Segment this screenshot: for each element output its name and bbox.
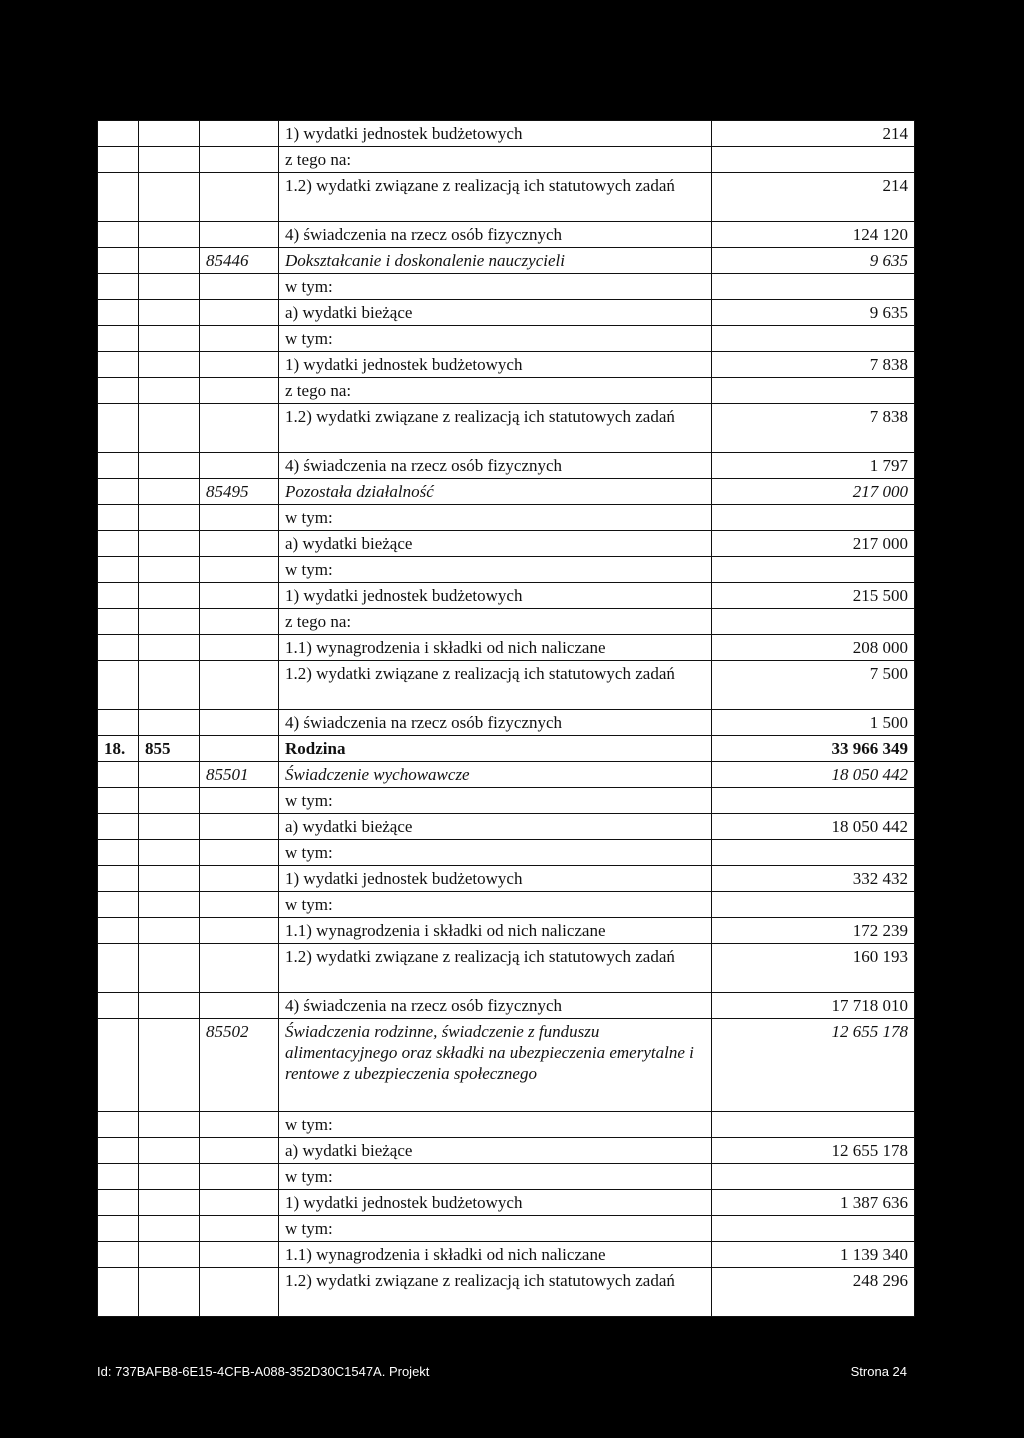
description-cell: a) wydatki bieżące — [279, 1138, 712, 1164]
dzial-cell — [139, 583, 200, 609]
dzial-cell — [139, 866, 200, 892]
amount-cell: 332 432 — [712, 866, 915, 892]
lp-cell — [98, 505, 139, 531]
table-row — [98, 326, 915, 352]
rozdzial-cell — [200, 222, 279, 248]
lp-cell — [98, 1268, 139, 1317]
lp-cell — [98, 173, 139, 222]
table-row — [98, 1164, 915, 1190]
rozdzial-cell — [200, 788, 279, 814]
dzial-cell — [139, 557, 200, 583]
rozdzial-cell: 85502 — [200, 1019, 279, 1112]
dzial-cell — [139, 1138, 200, 1164]
rozdzial-cell — [200, 147, 279, 173]
rozdzial-cell — [200, 609, 279, 635]
amount-cell — [712, 788, 915, 814]
description-cell: z tego na: — [279, 378, 712, 404]
dzial-cell — [139, 661, 200, 710]
rozdzial-cell — [200, 300, 279, 326]
description-cell: Dokształcanie i doskonalenie nauczycieli — [279, 248, 712, 274]
description-cell: Rodzina — [279, 736, 712, 762]
rozdzial-cell — [200, 274, 279, 300]
table-row — [98, 352, 915, 378]
description-cell: 1.2) wydatki związane z realizacją ich statutowych zadań — [279, 661, 712, 710]
rozdzial-row — [98, 248, 915, 274]
amount-cell: 1 500 — [712, 710, 915, 736]
amount-cell — [712, 1112, 915, 1138]
lp-cell — [98, 1190, 139, 1216]
rozdzial-row — [98, 762, 915, 788]
dzial-cell — [139, 404, 200, 453]
description-cell: 1) wydatki jednostek budżetowych — [279, 583, 712, 609]
description-cell: 1.2) wydatki związane z realizacją ich statutowych zadań — [279, 1268, 712, 1317]
amount-cell: 208 000 — [712, 635, 915, 661]
lp-cell — [98, 531, 139, 557]
dzial-cell — [139, 121, 200, 147]
lp-cell — [98, 1242, 139, 1268]
rozdzial-cell — [200, 404, 279, 453]
amount-cell — [712, 840, 915, 866]
dzial-row — [98, 736, 915, 762]
description-cell: Pozostała działalność — [279, 479, 712, 505]
table-row — [98, 1112, 915, 1138]
dzial-cell — [139, 1164, 200, 1190]
amount-cell — [712, 609, 915, 635]
lp-cell — [98, 1138, 139, 1164]
description-cell: a) wydatki bieżące — [279, 300, 712, 326]
rozdzial-cell — [200, 505, 279, 531]
lp-cell — [98, 583, 139, 609]
table-row — [98, 840, 915, 866]
description-cell: w tym: — [279, 1216, 712, 1242]
description-cell: 1) wydatki jednostek budżetowych — [279, 1190, 712, 1216]
amount-cell: 17 718 010 — [712, 993, 915, 1019]
table-row — [98, 1190, 915, 1216]
lp-cell — [98, 840, 139, 866]
lp-cell — [98, 147, 139, 173]
description-cell: 1.2) wydatki związane z realizacją ich statutowych zadań — [279, 173, 712, 222]
description-cell: w tym: — [279, 326, 712, 352]
description-cell: 4) świadczenia na rzecz osób fizycznych — [279, 222, 712, 248]
dzial-cell — [139, 762, 200, 788]
document-id: Id: 737BAFB8-6E15-4CFB-A088-352D30C1547A. Projekt — [97, 1364, 430, 1379]
lp-cell — [98, 661, 139, 710]
amount-cell: 217 000 — [712, 531, 915, 557]
lp-cell — [98, 892, 139, 918]
description-cell: w tym: — [279, 892, 712, 918]
amount-cell — [712, 147, 915, 173]
dzial-cell — [139, 173, 200, 222]
amount-cell: 9 635 — [712, 248, 915, 274]
amount-cell — [712, 326, 915, 352]
lp-cell — [98, 1112, 139, 1138]
dzial-cell — [139, 378, 200, 404]
table-row — [98, 1242, 915, 1268]
lp-cell — [98, 814, 139, 840]
rozdzial-cell — [200, 583, 279, 609]
amount-cell: 248 296 — [712, 1268, 915, 1317]
rozdzial-cell — [200, 944, 279, 993]
rozdzial-cell — [200, 661, 279, 710]
description-cell: w tym: — [279, 557, 712, 583]
lp-cell — [98, 710, 139, 736]
lp-cell — [98, 635, 139, 661]
rozdzial-cell — [200, 1268, 279, 1317]
table-row — [98, 609, 915, 635]
amount-cell: 172 239 — [712, 918, 915, 944]
dzial-cell: 855 — [139, 736, 200, 762]
amount-cell: 217 000 — [712, 479, 915, 505]
rozdzial-cell — [200, 635, 279, 661]
amount-cell: 18 050 442 — [712, 814, 915, 840]
table-row — [98, 710, 915, 736]
table-row — [98, 147, 915, 173]
description-cell: w tym: — [279, 505, 712, 531]
dzial-cell — [139, 531, 200, 557]
table-row — [98, 583, 915, 609]
table-row — [98, 661, 915, 710]
table-row — [98, 274, 915, 300]
amount-cell: 9 635 — [712, 300, 915, 326]
table-row — [98, 173, 915, 222]
table-row — [98, 378, 915, 404]
amount-cell: 7 838 — [712, 404, 915, 453]
lp-cell — [98, 352, 139, 378]
description-cell: w tym: — [279, 788, 712, 814]
amount-cell: 214 — [712, 173, 915, 222]
rozdzial-cell: 85495 — [200, 479, 279, 505]
rozdzial-cell — [200, 326, 279, 352]
amount-cell: 124 120 — [712, 222, 915, 248]
dzial-cell — [139, 505, 200, 531]
lp-cell — [98, 479, 139, 505]
lp-cell — [98, 1164, 139, 1190]
lp-cell — [98, 248, 139, 274]
lp-cell — [98, 609, 139, 635]
table-row — [98, 866, 915, 892]
rozdzial-cell — [200, 814, 279, 840]
dzial-cell — [139, 479, 200, 505]
rozdzial-cell — [200, 531, 279, 557]
dzial-cell — [139, 944, 200, 993]
dzial-cell — [139, 1216, 200, 1242]
rozdzial-cell: 85446 — [200, 248, 279, 274]
table-row — [98, 222, 915, 248]
rozdzial-cell — [200, 736, 279, 762]
lp-cell — [98, 453, 139, 479]
lp-cell — [98, 274, 139, 300]
amount-cell: 160 193 — [712, 944, 915, 993]
amount-cell: 12 655 178 — [712, 1138, 915, 1164]
rozdzial-cell — [200, 1242, 279, 1268]
rozdzial-cell — [200, 993, 279, 1019]
lp-cell: 18. — [98, 736, 139, 762]
amount-cell — [712, 557, 915, 583]
dzial-cell — [139, 814, 200, 840]
description-cell: 1.2) wydatki związane z realizacją ich statutowych zadań — [279, 944, 712, 993]
amount-cell — [712, 274, 915, 300]
lp-cell — [98, 1216, 139, 1242]
dzial-cell — [139, 918, 200, 944]
amount-cell: 215 500 — [712, 583, 915, 609]
rozdzial-cell: 85501 — [200, 762, 279, 788]
dzial-cell — [139, 788, 200, 814]
amount-cell: 12 655 178 — [712, 1019, 915, 1112]
dzial-cell — [139, 609, 200, 635]
description-cell: w tym: — [279, 1164, 712, 1190]
table-row — [98, 404, 915, 453]
description-cell: Świadczenia rodzinne, świadczenie z funduszu alimentacyjnego oraz składki na ubezpieczenia emerytalne i rentowe z ubezpieczenia społecznego — [279, 1019, 712, 1112]
amount-cell: 7 838 — [712, 352, 915, 378]
rozdzial-cell — [200, 378, 279, 404]
description-cell: w tym: — [279, 840, 712, 866]
dzial-cell — [139, 300, 200, 326]
dzial-cell — [139, 274, 200, 300]
amount-cell — [712, 378, 915, 404]
lp-cell — [98, 404, 139, 453]
dzial-cell — [139, 248, 200, 274]
amount-cell: 1 797 — [712, 453, 915, 479]
lp-cell — [98, 944, 139, 993]
dzial-cell — [139, 453, 200, 479]
page-number: Strona 24 — [850, 1364, 907, 1379]
amount-cell: 33 966 349 — [712, 736, 915, 762]
budget-table-body — [98, 121, 915, 1317]
table-row — [98, 1138, 915, 1164]
description-cell: 4) świadczenia na rzecz osób fizycznych — [279, 453, 712, 479]
table-row — [98, 531, 915, 557]
dzial-cell — [139, 993, 200, 1019]
description-cell: 1.1) wynagrodzenia i składki od nich naliczane — [279, 1242, 712, 1268]
amount-cell — [712, 1164, 915, 1190]
rozdzial-cell — [200, 1164, 279, 1190]
lp-cell — [98, 788, 139, 814]
rozdzial-cell — [200, 710, 279, 736]
lp-cell — [98, 762, 139, 788]
dzial-cell — [139, 352, 200, 378]
description-cell: 4) świadczenia na rzecz osób fizycznych — [279, 710, 712, 736]
description-cell: w tym: — [279, 1112, 712, 1138]
description-cell: a) wydatki bieżące — [279, 814, 712, 840]
table-row — [98, 993, 915, 1019]
dzial-cell — [139, 635, 200, 661]
lp-cell — [98, 222, 139, 248]
description-cell: 1.1) wynagrodzenia i składki od nich naliczane — [279, 918, 712, 944]
rozdzial-cell — [200, 453, 279, 479]
rozdzial-cell — [200, 1216, 279, 1242]
rozdzial-cell — [200, 1138, 279, 1164]
table-row — [98, 121, 915, 147]
rozdzial-cell — [200, 840, 279, 866]
lp-cell — [98, 557, 139, 583]
rozdzial-row — [98, 1019, 915, 1112]
rozdzial-cell — [200, 866, 279, 892]
amount-cell: 214 — [712, 121, 915, 147]
description-cell: 4) świadczenia na rzecz osób fizycznych — [279, 993, 712, 1019]
lp-cell — [98, 918, 139, 944]
amount-cell — [712, 892, 915, 918]
rozdzial-cell — [200, 173, 279, 222]
dzial-cell — [139, 222, 200, 248]
lp-cell — [98, 300, 139, 326]
description-cell: z tego na: — [279, 609, 712, 635]
dzial-cell — [139, 892, 200, 918]
dzial-cell — [139, 1242, 200, 1268]
budget-table — [97, 120, 915, 1317]
table-row — [98, 918, 915, 944]
lp-cell — [98, 326, 139, 352]
description-cell: 1) wydatki jednostek budżetowych — [279, 866, 712, 892]
description-cell: a) wydatki bieżące — [279, 531, 712, 557]
lp-cell — [98, 1019, 139, 1112]
table-row — [98, 1216, 915, 1242]
table-row — [98, 453, 915, 479]
lp-cell — [98, 121, 139, 147]
description-cell: Świadczenie wychowawcze — [279, 762, 712, 788]
dzial-cell — [139, 326, 200, 352]
table-row — [98, 300, 915, 326]
description-cell: 1.1) wynagrodzenia i składki od nich naliczane — [279, 635, 712, 661]
dzial-cell — [139, 147, 200, 173]
page-footer — [97, 1364, 907, 1379]
amount-cell — [712, 505, 915, 531]
rozdzial-cell — [200, 1112, 279, 1138]
table-row — [98, 635, 915, 661]
lp-cell — [98, 993, 139, 1019]
table-row — [98, 788, 915, 814]
table-row — [98, 814, 915, 840]
rozdzial-cell — [200, 892, 279, 918]
lp-cell — [98, 866, 139, 892]
rozdzial-cell — [200, 352, 279, 378]
lp-cell — [98, 378, 139, 404]
table-row — [98, 892, 915, 918]
description-cell: z tego na: — [279, 147, 712, 173]
amount-cell: 7 500 — [712, 661, 915, 710]
dzial-cell — [139, 840, 200, 866]
rozdzial-cell — [200, 557, 279, 583]
dzial-cell — [139, 1268, 200, 1317]
rozdzial-cell — [200, 121, 279, 147]
rozdzial-cell — [200, 918, 279, 944]
dzial-cell — [139, 710, 200, 736]
dzial-cell — [139, 1019, 200, 1112]
rozdzial-row — [98, 479, 915, 505]
description-cell: 1.2) wydatki związane z realizacją ich statutowych zadań — [279, 404, 712, 453]
amount-cell: 18 050 442 — [712, 762, 915, 788]
rozdzial-cell — [200, 1190, 279, 1216]
description-cell: 1) wydatki jednostek budżetowych — [279, 352, 712, 378]
table-row — [98, 505, 915, 531]
dzial-cell — [139, 1190, 200, 1216]
table-row — [98, 557, 915, 583]
amount-cell: 1 387 636 — [712, 1190, 915, 1216]
amount-cell — [712, 1216, 915, 1242]
description-cell: 1) wydatki jednostek budżetowych — [279, 121, 712, 147]
description-cell: w tym: — [279, 274, 712, 300]
amount-cell: 1 139 340 — [712, 1242, 915, 1268]
table-row — [98, 944, 915, 993]
dzial-cell — [139, 1112, 200, 1138]
table-row — [98, 1268, 915, 1317]
